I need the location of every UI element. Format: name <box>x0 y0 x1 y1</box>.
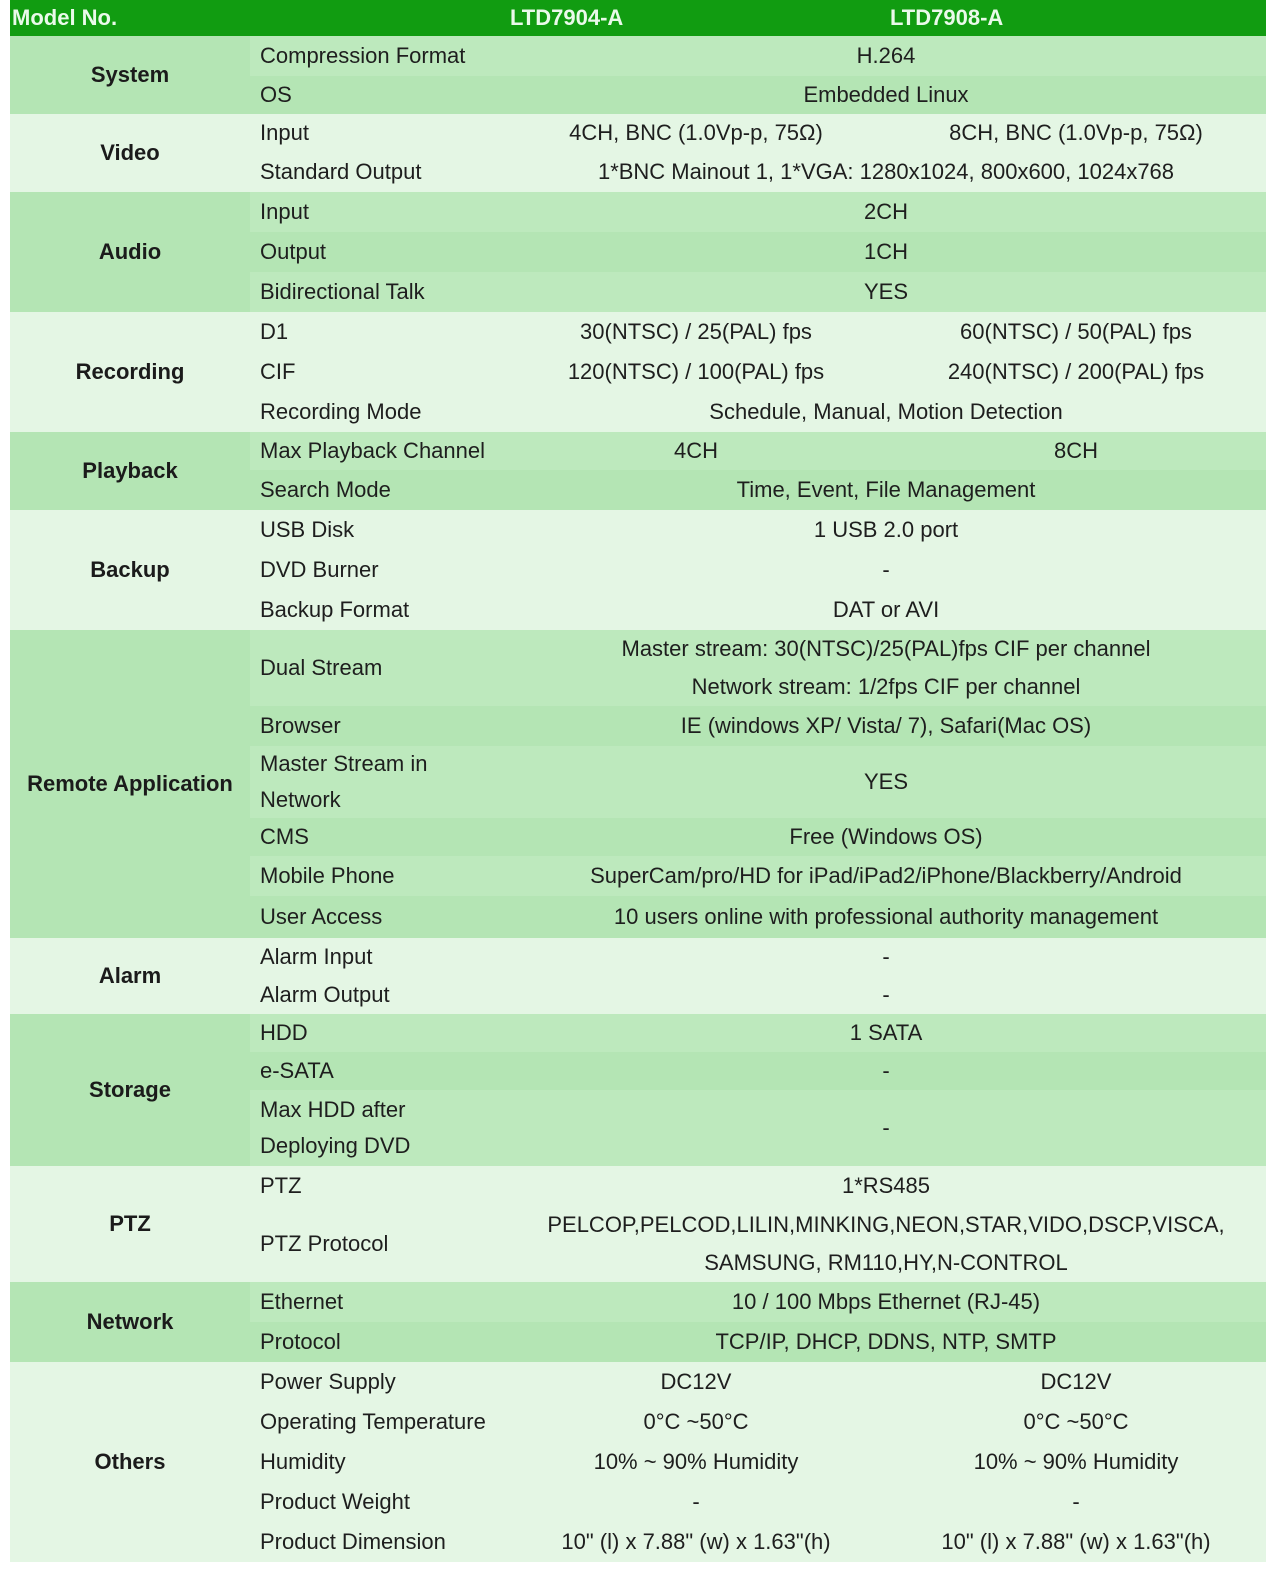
spec-value <box>506 630 1266 706</box>
feature-label: Master Stream in Network <box>250 746 506 818</box>
header-model-1: LTD7904-A <box>506 0 886 36</box>
spec-group <box>10 312 1266 432</box>
feature-label: Bidirectional Talk <box>250 272 506 312</box>
spec-value-model-2: 240(NTSC) / 200(PAL) fps <box>886 352 1266 392</box>
table-row <box>10 432 1266 470</box>
spec-value-model-2: 10% ~ 90% Humidity <box>886 1442 1266 1482</box>
spec-value-line: 1CH <box>863 239 908 264</box>
header-model-2: LTD7908-A <box>886 0 1266 36</box>
feature-label: Search Mode <box>250 470 506 510</box>
spec-value-line: - <box>882 1115 890 1140</box>
spec-value-line: - <box>882 1058 890 1083</box>
category-label: Video <box>10 114 250 192</box>
feature-label: Humidity <box>250 1442 506 1482</box>
feature-label: Power Supply <box>250 1362 506 1402</box>
spec-value-model-1: 0°C ~50°C <box>506 1402 886 1442</box>
table-row <box>10 1166 1266 1206</box>
spec-group <box>10 510 1266 630</box>
spec-group <box>10 1014 1266 1166</box>
spec-value <box>506 392 1266 432</box>
category-label: Remote Application <box>10 630 250 938</box>
spec-value <box>506 1090 1266 1166</box>
spec-value-line: 10 / 100 Mbps Ethernet (RJ-45) <box>731 1289 1041 1314</box>
feature-label: Operating Temperature <box>250 1402 506 1442</box>
feature-label: HDD <box>250 1014 506 1052</box>
spec-value-line: 2CH <box>863 199 908 224</box>
spec-value <box>506 76 1266 114</box>
spec-value <box>506 232 1266 272</box>
category-label: Storage <box>10 1014 250 1166</box>
feature-label: Input <box>250 192 506 232</box>
feature-label: Compression Format <box>250 36 506 76</box>
spec-value-model-2: 10" (l) x 7.88" (w) x 1.63"(h) <box>886 1522 1266 1562</box>
spec-value-line: 1 SATA <box>849 1020 923 1045</box>
spec-value-line: - <box>882 944 890 969</box>
spec-value-line: - <box>882 557 890 582</box>
category-label: Backup <box>10 510 250 630</box>
spec-value-line: 1*RS485 <box>841 1173 931 1198</box>
category-label: Alarm <box>10 938 250 1014</box>
feature-label: DVD Burner <box>250 550 506 590</box>
table-row <box>10 1282 1266 1322</box>
feature-label: CIF <box>250 352 506 392</box>
spec-value-model-1: - <box>506 1482 886 1522</box>
spec-group <box>10 1166 1266 1282</box>
spec-value-line: Master stream: 30(NTSC)/25(PAL)fps CIF per channel <box>621 636 1151 661</box>
spec-value <box>506 36 1266 76</box>
spec-value-line: - <box>882 982 890 1007</box>
spec-value <box>506 550 1266 590</box>
spec-value-line: PELCOP,PELCOD,LILIN,MINKING,NEON,STAR,VIDO,DSCP,VISCA, <box>547 1212 1225 1237</box>
feature-label: Protocol <box>250 1322 506 1362</box>
table-row <box>10 36 1266 76</box>
spec-value-line: YES <box>863 279 909 304</box>
spec-table <box>10 0 1266 1562</box>
spec-value <box>506 272 1266 312</box>
feature-label: Alarm Input <box>250 938 506 976</box>
feature-label: User Access <box>250 896 506 938</box>
spec-value <box>506 1052 1266 1090</box>
spec-value <box>506 1014 1266 1052</box>
spec-value <box>506 976 1266 1014</box>
table-row <box>10 938 1266 976</box>
category-label: Others <box>10 1362 250 1562</box>
spec-value-line-2: Network stream: 1/2fps CIF per channel <box>691 674 1081 699</box>
spec-value-model-2: 8CH <box>886 432 1266 470</box>
spec-group <box>10 1362 1266 1562</box>
table-row <box>10 114 1266 152</box>
spec-group <box>10 630 1266 938</box>
spec-group <box>10 192 1266 312</box>
spec-value-line: 1 USB 2.0 port <box>813 517 959 542</box>
spec-value <box>506 1206 1266 1282</box>
spec-value-line: TCP/IP, DHCP, DDNS, NTP, SMTP <box>715 1329 1057 1354</box>
spec-value <box>506 1282 1266 1322</box>
spec-value-line: IE (windows XP/ Vista/ 7), Safari(Mac OS) <box>680 713 1092 738</box>
spec-group <box>10 432 1266 510</box>
spec-value-line: Free (Windows OS) <box>789 824 983 849</box>
spec-value-line: SuperCam/pro/HD for iPad/iPad2/iPhone/Blackberry/Android <box>590 863 1182 888</box>
spec-value <box>506 896 1266 938</box>
spec-value-model-1: 120(NTSC) / 100(PAL) fps <box>506 352 886 392</box>
feature-label: OS <box>250 76 506 114</box>
feature-label: Product Weight <box>250 1482 506 1522</box>
header-row <box>10 0 1266 36</box>
feature-label: Ethernet <box>250 1282 506 1322</box>
feature-label: PTZ Protocol <box>250 1206 506 1282</box>
spec-value-model-2: 0°C ~50°C <box>886 1402 1266 1442</box>
spec-value-model-2: 8CH, BNC (1.0Vp-p, 75Ω) <box>886 114 1266 152</box>
spec-value <box>506 1322 1266 1362</box>
table-row <box>10 1362 1266 1402</box>
spec-value <box>506 510 1266 550</box>
feature-label: Backup Format <box>250 590 506 630</box>
spec-value <box>506 590 1266 630</box>
spec-value-line: DAT or AVI <box>832 597 940 622</box>
feature-label: Max Playback Channel <box>250 432 506 470</box>
spec-value <box>506 818 1266 856</box>
spec-value-line: Schedule, Manual, Motion Detection <box>709 399 1063 424</box>
spec-value <box>506 470 1266 510</box>
table-row <box>10 312 1266 352</box>
spec-value-model-1: 4CH, BNC (1.0Vp-p, 75Ω) <box>506 114 886 152</box>
spec-value-model-1: 4CH <box>506 432 886 470</box>
spec-value-model-2: DC12V <box>886 1362 1266 1402</box>
spec-group <box>10 938 1266 1014</box>
spec-value <box>506 938 1266 976</box>
spec-value-model-1: DC12V <box>506 1362 886 1402</box>
feature-label: Alarm Output <box>250 976 506 1014</box>
feature-label: Output <box>250 232 506 272</box>
table-row <box>10 192 1266 232</box>
feature-label: Input <box>250 114 506 152</box>
spec-group <box>10 1282 1266 1362</box>
category-label: Network <box>10 1282 250 1362</box>
spec-value-line: 10 users online with professional authority management <box>613 904 1159 929</box>
spec-group <box>10 114 1266 192</box>
feature-label: e-SATA <box>250 1052 506 1090</box>
feature-label: Max HDD after Deploying DVD <box>250 1090 506 1166</box>
feature-label: PTZ <box>250 1166 506 1206</box>
feature-label: CMS <box>250 818 506 856</box>
spec-value <box>506 152 1266 192</box>
spec-value-model-2: 60(NTSC) / 50(PAL) fps <box>886 312 1266 352</box>
spec-value-line: Embedded Linux <box>803 82 969 107</box>
spec-value <box>506 192 1266 232</box>
table-row <box>10 1014 1266 1052</box>
spec-value <box>506 746 1266 818</box>
spec-value-model-1: 10% ~ 90% Humidity <box>506 1442 886 1482</box>
feature-label: Standard Output <box>250 152 506 192</box>
spec-value <box>506 706 1266 746</box>
category-label: System <box>10 36 250 114</box>
feature-label: Mobile Phone <box>250 856 506 896</box>
spec-value-line: YES <box>863 769 909 794</box>
feature-label: Browser <box>250 706 506 746</box>
table-row <box>10 630 1266 706</box>
feature-label: Product Dimension <box>250 1522 506 1562</box>
feature-label: Dual Stream <box>250 630 506 706</box>
spec-value-line-2: SAMSUNG, RM110,HY,N-CONTROL <box>704 1250 1068 1275</box>
spec-value-model-1: 30(NTSC) / 25(PAL) fps <box>506 312 886 352</box>
spec-value-model-1: 10" (l) x 7.88" (w) x 1.63"(h) <box>506 1522 886 1562</box>
feature-label: Recording Mode <box>250 392 506 432</box>
spec-value <box>506 856 1266 896</box>
category-label: Recording <box>10 312 250 432</box>
category-label: PTZ <box>10 1166 250 1282</box>
feature-label: D1 <box>250 312 506 352</box>
category-label: Playback <box>10 432 250 510</box>
header-feature-blank <box>250 0 506 36</box>
category-label: Audio <box>10 192 250 312</box>
spec-value-model-2: - <box>886 1482 1266 1522</box>
spec-value-line: Time, Event, File Management <box>736 477 1036 502</box>
spec-value-line: 1*BNC Mainout 1, 1*VGA: 1280x1024, 800x600, 1024x768 <box>597 159 1175 184</box>
header-model-no: Model No. <box>10 0 250 36</box>
table-row <box>10 510 1266 550</box>
spec-value <box>506 1166 1266 1206</box>
spec-value-line: H.264 <box>856 43 916 68</box>
spec-group <box>10 36 1266 114</box>
feature-label: USB Disk <box>250 510 506 550</box>
